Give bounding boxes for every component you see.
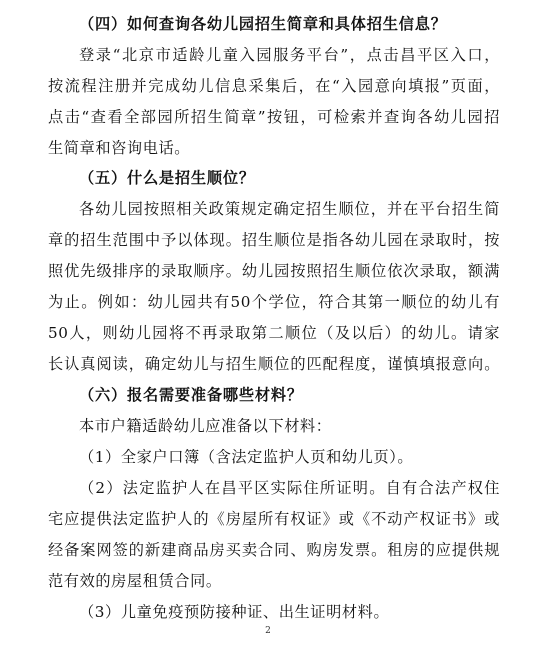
list-item-2: （2）法定监护人在昌平区实际住所证明。自有合法产权住 (79, 479, 500, 497)
paragraph-line: 照优先级排序的录取顺序。幼儿园按照招生顺位依次录取，额满 (48, 262, 500, 280)
paragraph-line: 按流程注册并完成幼儿信息采集后，在“入园意向填报”页面， (48, 77, 500, 95)
paragraph-line: 宅应提供法定监护人的《房屋所有权证》或《不动产权证书》或 (48, 510, 500, 528)
paragraph-line: 范有效的房屋租赁合同。 (48, 572, 222, 590)
paragraph-line: 长认真阅读，确定幼儿与招生顺位的匹配程度，谨慎填报意向。 (48, 355, 500, 373)
paragraph-line: 章的招生范围中予以体现。招生顺位是指各幼儿园在录取时，按 (48, 231, 500, 249)
paragraph-line: 登录“北京市适龄儿童入园服务平台”，点击昌平区入口， (79, 46, 500, 64)
paragraph-line: 50人，则幼儿园将不再录取第二顺位（及以后）的幼儿。请家 (48, 324, 500, 342)
list-item-1: （1）全家户口簿（含法定监护人页和幼儿页）。 (79, 448, 414, 466)
section-heading-6: （六）报名需要准备哪些材料？ (79, 386, 303, 404)
paragraph-line: 为止。例如：幼儿园共有50个学位，符合其第一顺位的幼儿有 (48, 293, 500, 311)
paragraph-line: 点击“查看全部园所招生简章”按钮，可检索并查询各幼儿园招 (48, 108, 500, 126)
paragraph-line: 本市户籍适龄幼儿应准备以下材料： (79, 417, 332, 435)
paragraph-line: 生简章和咨询电话。 (48, 139, 191, 157)
paragraph-line: 各幼儿园按照相关政策规定确定招生顺位，并在平台招生简 (79, 200, 500, 218)
list-item-3: （3）儿童免疫预防接种证、出生证明材料。 (79, 603, 390, 621)
paragraph-line: 经备案网签的新建商品房买卖合同、购房发票。租房的应提供规 (48, 541, 500, 559)
page-number: 2 (265, 626, 271, 636)
section-heading-4: （四）如何查询各幼儿园招生简章和具体招生信息？ (79, 15, 447, 33)
section-heading-5: （五）什么是招生顺位？ (79, 169, 255, 187)
